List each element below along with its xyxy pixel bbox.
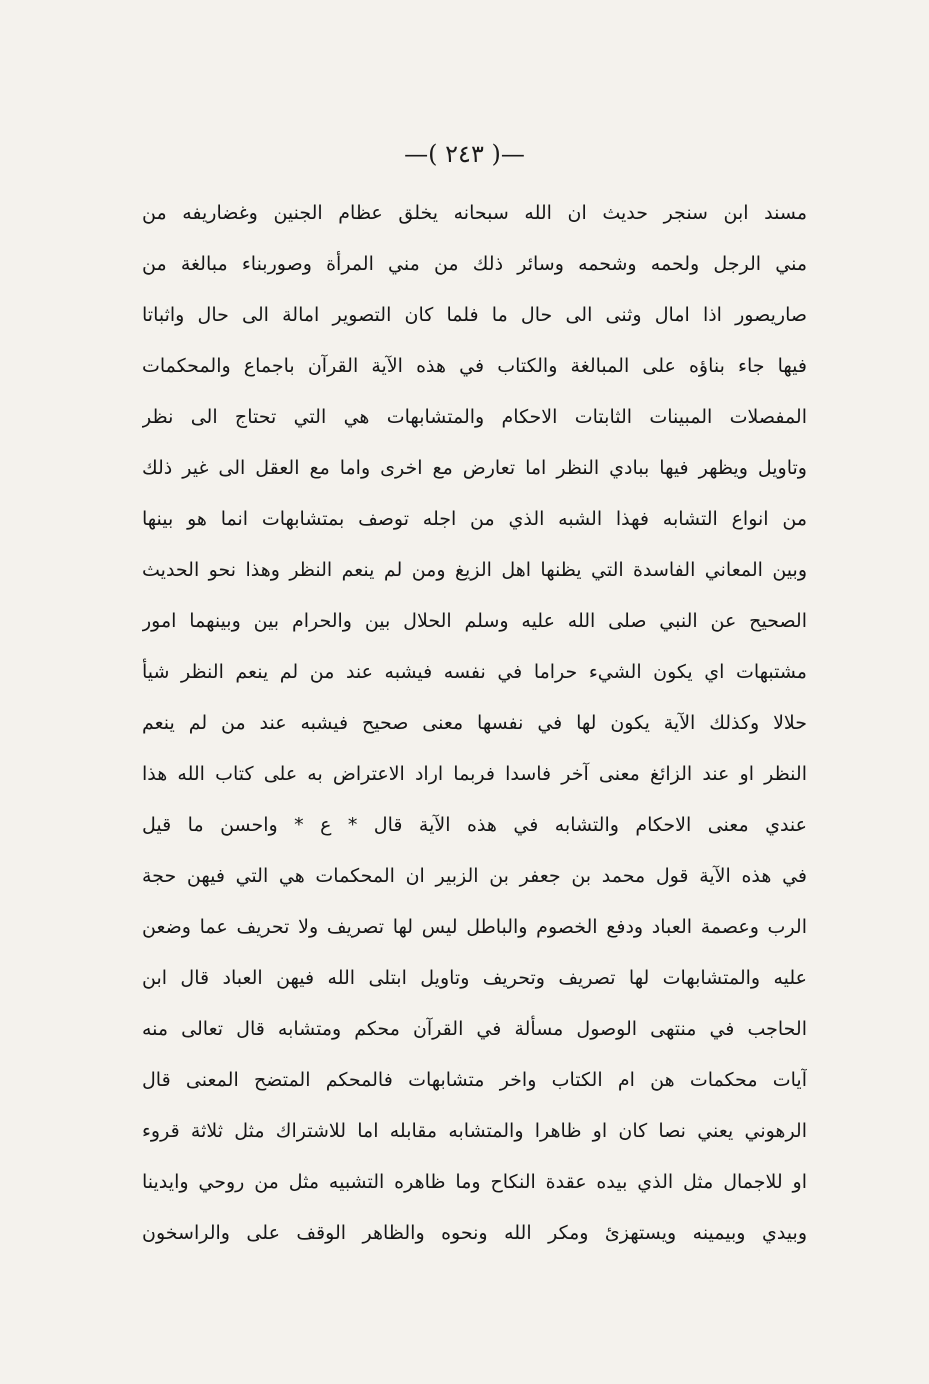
text-line: وتاويل ويظهر فيها ببادي النظر اما تعارض مع اخرى واما مع العقل الى غير ذلك [142,457,807,479]
text-line: حلالا وكذلك الآية يكون لها في نفسها معنى صحيح فيشبه عند من لم ينعم [142,712,807,734]
text-line: الحاجب في منتهى الوصول مسألة في القرآن محكم ومتشابه قال تعالى منه [142,1018,807,1040]
text-line: من انواع التشابه فهذا الشبه الذي من اجله توصف بمتشابهات انما هو بينها [142,508,807,530]
text-line: صاريصور اذا امال وثنى الى حال ما فلما كان التصوير امالة الى حال واثباتا [142,304,807,326]
text-line: مني الرجل ولحمه وشحمه وسائر ذلك من مني المرأة وصوربناء مبالغة من [142,253,807,275]
text-line: عليه والمتشابهات لها تصريف وتحريف وتاويل ابتلى الله فيهن العباد قال ابن [142,967,807,989]
text-line: النظر او عند الزائغ معنى آخر فاسدا فربما اراد الاعتراض به على كتاب الله هذا [142,763,807,785]
text-line: في هذه الآية قول محمد بن جعفر بن الزبير ان المحكمات هي التي فيهن حجة [142,865,807,887]
text-line: الرهوني يعني نصا كان او ظاهرا والمتشابه مقابله اما للاشتراك مثل ثلاثة قروء [142,1120,807,1142]
text-line: الصحيح عن النبي صلى الله عليه وسلم الحلال بين والحرام بين وبينهما امور [142,610,807,632]
text-line: الرب وعصمة العباد ودفع الخصوم والباطل ليس لها تصريف ولا تحريف عما وضعن [142,916,807,938]
text-line: او للاجمال مثل الذي بيده عقدة النكاح وما ظاهره التشبيه مثل من روحي وايدينا [142,1171,807,1193]
body-text [142,188,807,1259]
text-line: مشتبهات اي يكون الشيء حراما في نفسه فيشبه عند من لم ينعم النظر شيأ [142,661,807,683]
text-line: المفصلات المبينات الثابتات الاحكام والمتشابهات هي التي تحتاج الى نظر [142,406,807,428]
page-number: —( ٢٤٣ )— [404,140,525,168]
text-line: آيات محكمات هن ام الكتاب واخر متشابهات فالمحكم المتضح المعنى قال [142,1069,807,1091]
text-line: وبيدي وبيمينه ويستهزئ ومكر الله ونحوه والظاهر الوقف على والراسخون [142,1222,807,1244]
text-line: مسند ابن سنجر حديث ان الله سبحانه يخلق عظام الجنين وغضاريفه من [142,202,807,224]
text-line: عندي معنى الاحكام والتشابه في هذه الآية قال * ع * واحسن ما قيل [142,814,807,836]
text-line: وبين المعاني الفاسدة التي يظنها اهل الزيغ ومن لم ينعم النظر وهذا نحو الحديث [142,559,807,581]
text-line: فيها جاء بناؤه على المبالغة والكتاب في هذه الآية القرآن باجماع والمحكمات [142,355,807,377]
